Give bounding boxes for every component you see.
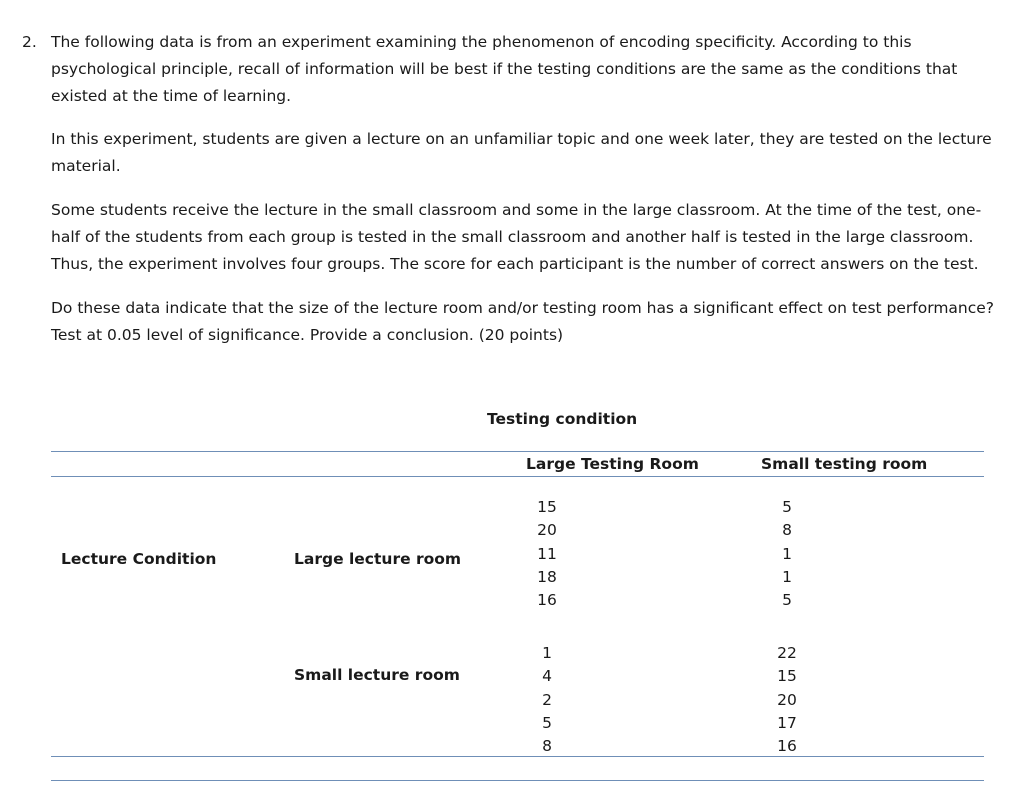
column-header-large-testing-room: Large Testing Room [526,455,699,473]
table-cell: 4 [542,667,552,686]
table-bottom-rule [51,756,984,757]
table-top-rule [51,451,984,452]
question-paragraph-procedure: In this experiment, students are given a lecture on an unfamiliar topic and one week later, they are tested on the lecture material. [51,130,992,175]
table-cell: 1 [782,544,792,563]
table-cell: 11 [537,544,557,563]
column-header-small-testing-room: Small testing room [761,455,928,473]
table-footer-rule [51,780,984,781]
table-cell: 8 [542,737,552,756]
table-cell: 15 [777,667,797,686]
table-cell: 15 [537,498,557,516]
table-cell: 8 [782,521,792,540]
question-paragraph-task: Do these data indicate that the size of the lecture room and/or testing room has a significant effect on test performance? Test at 0.05 level of significance. Provide a conclusion. (20 points) [51,299,995,344]
table-cell: 1 [782,567,792,586]
table-cell: 16 [777,737,797,756]
table-cell: 18 [537,567,557,586]
table-cell: 5 [542,713,552,732]
table-cell: 1 [542,644,552,662]
table-cell: 5 [782,498,792,516]
cells-large-lecture-small-testing [767,496,807,612]
table-cell: 2 [542,690,552,709]
table-cell: 22 [777,644,797,662]
table-cell: 20 [777,690,797,709]
table-header-rule [51,476,984,477]
cells-large-lecture-large-testing [527,496,567,612]
question-paragraph-design: Some students receive the lecture in the small classroom and some in the large classroom. At the time of the test, one-half of the students from each group is tested in the small classroom and another half is tested in the large classroom. Thus, the experiment involves four groups. The score for each participant is the number of correct answers on the test. [51,201,982,273]
cells-small-lecture-small-testing [767,642,807,758]
table-cell: 5 [782,591,792,610]
row-label-large-lecture-room: Large lecture room [294,550,462,568]
question-number: 2. [22,33,37,51]
table-cell: 16 [537,591,557,610]
table-group-title: Testing condition [487,410,638,428]
table-cell: 20 [537,521,557,540]
factor-label-lecture-condition: Lecture Condition [61,550,217,568]
question-paragraph-intro: The following data is from an experiment examining the phenomenon of encoding specificity. According to this psychological principle, recall of information will be best if the testing conditions are the same as the conditions that existed at the time of learning. [51,33,958,105]
row-label-small-lecture-room: Small lecture room [294,666,460,684]
cells-small-lecture-large-testing [527,642,567,758]
table-cell: 17 [777,713,797,732]
